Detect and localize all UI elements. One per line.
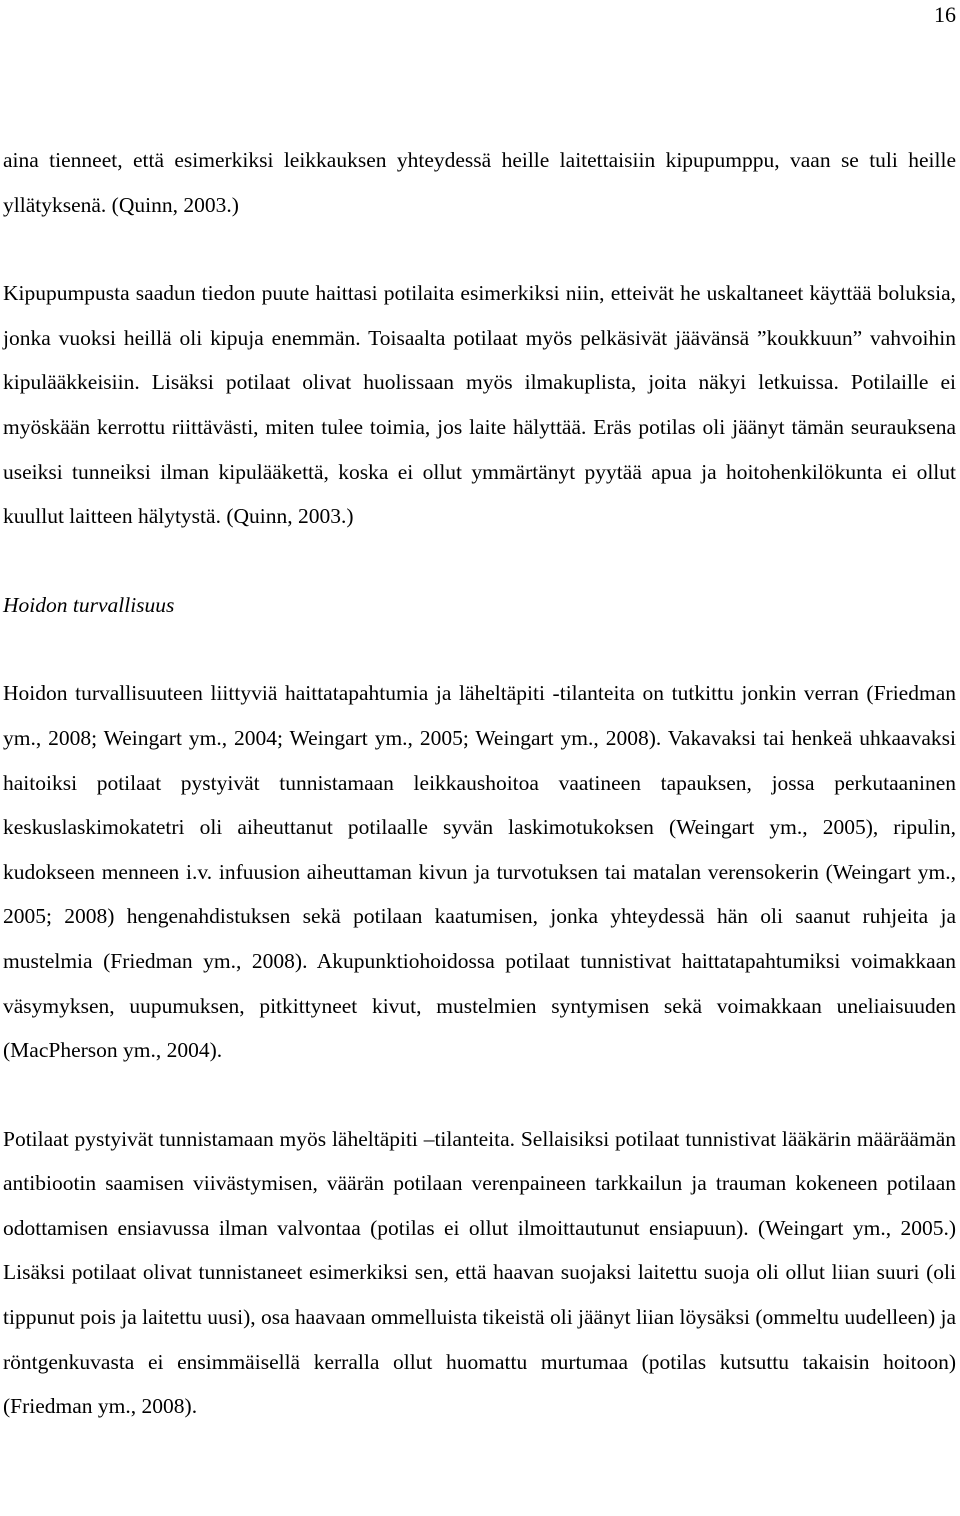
paragraph-gap (3, 1073, 956, 1117)
page-number: 16 (934, 2, 956, 27)
section-heading: Hoidon turvallisuus (3, 592, 175, 617)
paragraph-gap (3, 627, 956, 671)
paragraph-1: aina tienneet, että esimerkiksi leikkauksen yhteydessä heille laitettaisiin kipupumppu, vaan se tuli heille yllätyksenä. (Quinn, 2003.) (3, 148, 956, 217)
paragraph-3: Hoidon turvallisuuteen liittyviä haittatapahtumia ja läheltäpiti -tilanteita on tutkittu jonkin verran (Friedman ym., 2008; Weingart ym., 2004; Weingart ym., 2005; Weingart ym., 2008). Vakavaksi tai henkeä uhkaavaksi haitoiksi potilaat pystyivät tunnistamaan leikkaushoitoa vaatineen tapauksen, jossa perkutaaninen keskuslaskimokatetri oli aiheuttanut potilaalle syvän laskimotukoksen (Weingart ym., 2005), ripulin, kudokseen menneen i.v. infuusion aiheuttaman kivun ja turvotuksen tai matalan verensokerin (Weingart ym., 2005; 2008) hengenahdistuksen sekä potilaan kaatumisen, jonka yhteydessä hän oli saanut ruhjeita ja mustelmia (Friedman ym., 2008). Akupunktiohoidossa potilaat tunnistivat haittatapahtumiksi voimakkaan väsymyksen, uupumuksen, pitkittyneet kivut, mustelmien syntymisen sekä voimakkaan uneliaisuuden (MacPherson ym., 2004). (3, 681, 956, 1063)
paragraph-gap (3, 539, 956, 583)
paragraph-gap (3, 227, 956, 271)
document-body (3, 138, 956, 1429)
paragraph-2: Kipupumpusta saadun tiedon puute haittasi potilaita esimerkiksi niin, etteivät he uskaltaneet käyttää boluksia, jonka vuoksi heillä oli kipuja enemmän. Toisaalta potilaat myös pelkäsivät jäävänsä ”koukkuun” vahvoihin kipulääkkeisiin. Lisäksi potilaat olivat huolissaan myös ilmakuplista, joita näkyi letkuissa. Potilaille ei myöskään kerrottu riittävästi, miten tulee toimia, jos laite hälyttää. Eräs potilas oli jäänyt tämän seurauksena useiksi tunneiksi ilman kipulääkettä, koska ei ollut ymmärtänyt pyytää apua ja hoitohenkilökunta ei ollut kuullut laitteen hälytystä. (Quinn, 2003.) (3, 281, 956, 529)
paragraph-4: Potilaat pystyivät tunnistamaan myös läheltäpiti –tilanteita. Sellaisiksi potilaat tunnistivat lääkärin määräämän antibiootin saamisen viivästymisen, väärän potilaan verenpaineen tarkkailun ja trauman kokeneen potilaan odottamisen ensiavussa ilman valvontaa (potilas ei ollut ilmoittautunut ensiapuun). (Weingart ym., 2005.) Lisäksi potilaat olivat tunnistaneet esimerkiksi sen, että haavan suojaksi laitettu suoja oli ollut liian suuri (oli tippunut pois ja laitettu uusi), osa haavaan ommelluista tikeistä oli jäänyt liian löysäksi (ommeltu uudelleen) ja röntgenkuvasta ei ensimmäisellä kerralla ollut huomattu murtumaa (potilas kutsuttu takaisin hoitoon) (Friedman ym., 2008). (3, 1126, 956, 1419)
